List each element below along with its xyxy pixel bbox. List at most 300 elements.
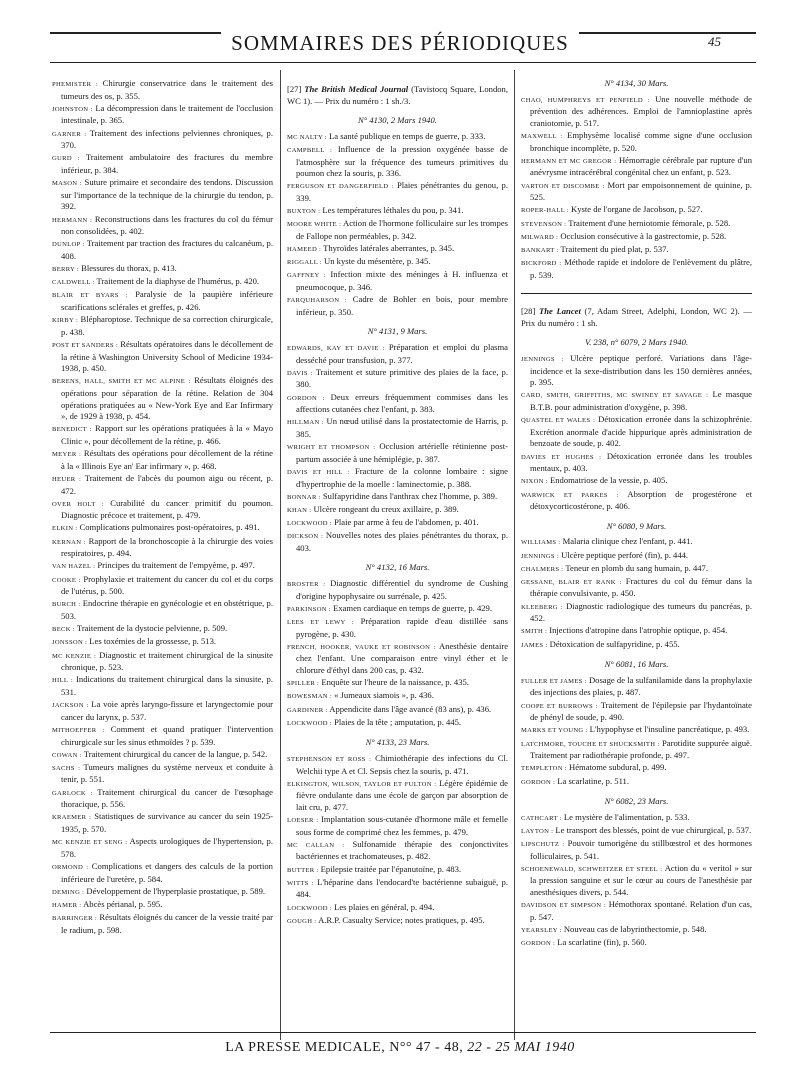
article-entry xyxy=(52,289,273,313)
article-title: La décompression dans le traitement de l'occlusion intestinale, p. 365. xyxy=(61,102,273,126)
article-title: Teneur en plomb du sang humain, p. 447. xyxy=(563,562,708,573)
article-title: Traitement de l'épilepsie par l'hydantoïnate de phényl de soude, p. 490. xyxy=(530,699,752,723)
article-title: Préparation et emploi du plasma desséché pour transfusion, p. 377. xyxy=(296,342,508,365)
article-title: Plaies de la tête ; amputation, p. 445. xyxy=(331,716,462,727)
article-author: TEMPLETON : xyxy=(521,765,567,773)
article-title: Diagnostic et traitement chirurgical de la sinusite chronique, p. 523. xyxy=(61,649,273,673)
article-author: LIPSCHUTZ : xyxy=(521,841,565,849)
article-title: Prophylaxie et traitement du cancer du col et du corps de l'utérus, p. 500. xyxy=(61,573,273,597)
journal-title: The Lancet xyxy=(539,306,581,317)
article-title: Traitement de l'abcès du poumon aigu ou récent, p. 472. xyxy=(61,472,273,496)
article-entry xyxy=(521,536,752,549)
article-author: DAVIS ET HILL : xyxy=(287,468,350,476)
article-entry xyxy=(521,257,752,281)
article-title: Ulcère rongeant du creux axillaire, p. 389. xyxy=(311,503,459,514)
article-entry xyxy=(287,205,508,218)
article-entry xyxy=(521,724,752,737)
article-entry xyxy=(521,825,752,838)
article-entry xyxy=(521,130,752,154)
article-title: A.R.P. Casualty Service; notes pratiques, p. 495. xyxy=(316,914,485,925)
article-entry xyxy=(521,776,752,789)
article-title: Curabilité du cancer primitif du poumon. Diagnostic précoce et traitement, p. 479. xyxy=(61,497,274,521)
article-title: « Jumeaux siamois », p. 436. xyxy=(331,690,434,701)
article-author: STEPHENSON ET ROSS : xyxy=(287,755,372,763)
article-title: Kyste de l'organe de Jacobson, p. 527. xyxy=(568,204,703,215)
article-author: COOKE : xyxy=(52,576,81,584)
article-title: Influence de la pression oxygénée basse de l'atmosphère sur la fréquence des tumeurs primitives du poumon chez la souris, p. 336. xyxy=(296,143,508,179)
article-author: DUNLOP : xyxy=(52,241,85,249)
issue-block xyxy=(521,659,752,788)
article-entry xyxy=(52,536,273,560)
article-author: WILLIAMS : xyxy=(521,539,561,547)
article-entry xyxy=(287,491,508,504)
article-author: CHAO, HUMPHREYS ET PENFIELD : xyxy=(521,96,650,104)
article-title: Détoxication erronée dans les troubles mentaux, p. 403. xyxy=(530,450,753,474)
article-entry xyxy=(287,466,508,490)
article-entry xyxy=(287,294,508,318)
article-author: JACKSON : xyxy=(52,702,89,710)
article-entry xyxy=(287,441,508,465)
article-title: Un kyste du mésentère, p. 345. xyxy=(321,256,431,267)
article-author: NIXON : xyxy=(521,478,548,486)
article-author: JENNINGS : xyxy=(521,356,564,364)
article-title: Diagnostic différentiel du syndrome de Cushing d'origine hypophysaire ou surrénale, p. 425. xyxy=(296,578,509,601)
article-entry xyxy=(52,674,273,698)
article-author: HEUER : xyxy=(52,475,82,483)
article-title: Action de l'hormone folliculaire sur les trompes de Fallope non perméables, p. 342. xyxy=(296,218,509,241)
article-entry xyxy=(521,863,752,899)
article-entry xyxy=(52,473,273,497)
article-author: BONNAR : xyxy=(287,493,321,501)
article-author: CHALMERS : xyxy=(521,565,564,573)
article-author: CAMPBELL : xyxy=(287,146,333,154)
article-author: SCHOENEWALD, SCHWEITZER ET STEEL : xyxy=(521,865,663,873)
article-entry xyxy=(52,899,273,912)
article-title: Traitement chirurgical du cancer de la langue, p. 542. xyxy=(81,748,268,759)
issue-label: N° 4132, 16 Mars. xyxy=(365,562,430,573)
article-author: DEMING : xyxy=(52,888,85,896)
article-entry xyxy=(287,677,508,690)
article-author: LOESER : xyxy=(287,817,319,825)
article-title: Traitement par traction des fractures du calcanéum, p. 408. xyxy=(61,238,273,261)
article-title: Reconstructions dans les fractures du col du fémur non consolidées, p. 402. xyxy=(61,213,273,237)
article-entry xyxy=(52,749,273,762)
article-title: Action du « veritol » sur la pression sanguine et sur le cœur au cours de l'anesthésie par anesthésiques divers, p. 544. xyxy=(530,862,753,898)
article-entry xyxy=(287,269,508,293)
article-entry xyxy=(521,738,752,762)
article-title: Fractures du col du fémur dans la thérapie convulsivante, p. 450. xyxy=(530,575,752,599)
article-entry xyxy=(287,367,508,391)
article-entry xyxy=(521,204,752,217)
footer-date: 22 - 25 MAI 1940 xyxy=(467,1040,575,1055)
article-author: CATHCART : xyxy=(521,814,562,822)
article-author: MAXWELL : xyxy=(521,132,563,140)
article-title: Deux erreurs fréquemment commises dans les affections cutanées chez l'enfant, p. 383. xyxy=(296,391,508,415)
article-title: Nouvelles notes des plaies pénétrantes du thorax, p. 403. xyxy=(296,530,508,553)
article-title: Absorption de progestérone et détoxycorticostérone, p. 406. xyxy=(530,488,752,512)
article-entry xyxy=(521,899,752,923)
article-title: Chimiothérapie des infections du Cl. Welchii type A et Cl. Sepsis chez la souris, p. 471. xyxy=(296,752,508,776)
footer-issue: N°° 47 - 48, xyxy=(389,1040,464,1055)
article-author: HERMANN ET MC GREGOR : xyxy=(521,157,617,165)
article-entry xyxy=(521,550,752,563)
article-title: Infection mixte des méninges à H. influenza et pneumocoque, p. 346. xyxy=(296,269,508,293)
article-title: Chirurgie conservatrice dans le traitement des tumeurs des os, p. 355. xyxy=(61,78,273,101)
article-title: Complications pulmonaires post-opératoires, p. 491. xyxy=(77,522,260,533)
article-entry xyxy=(521,218,752,231)
article-title: Ulcère peptique perforé (fin), p. 444. xyxy=(558,549,689,560)
article-title: Malaria clinique chez l'enfant, p. 441. xyxy=(560,536,693,547)
article-author: DAVIS : xyxy=(287,369,313,377)
article-author: JONSSON : xyxy=(52,639,88,647)
article-entry xyxy=(287,416,508,440)
article-title: Enquête sur l'heure de la naissance, p. 435. xyxy=(319,677,469,688)
article-entry xyxy=(287,243,508,256)
article-entry xyxy=(52,152,273,176)
article-entry xyxy=(521,700,752,724)
article-entry xyxy=(521,475,752,488)
article-author: WRIGHT ET THOMPSON : xyxy=(287,444,376,452)
bmj-issues xyxy=(287,115,508,927)
article-author: HAMER : xyxy=(52,901,82,909)
article-entry xyxy=(521,675,752,699)
article-entry xyxy=(521,353,752,389)
article-author: JENNINGS : xyxy=(521,552,559,560)
article-author: ORMOND : xyxy=(52,864,89,871)
issue-block xyxy=(287,115,508,318)
article-title: Diagnostic radiologique des tumeurs du pancréas, p. 452. xyxy=(530,600,753,624)
article-author: BANKART : xyxy=(521,246,559,254)
article-entry xyxy=(52,598,273,622)
article-entry xyxy=(52,423,273,447)
article-title: Détoxication de sulfapyridine, p. 455. xyxy=(547,638,680,649)
article-title: La voie après laryngo-fissure et laryngectomie pour cancer du larynx, p. 537. xyxy=(61,699,273,722)
article-entry xyxy=(52,861,273,885)
article-author: KLEEBERG : xyxy=(521,603,563,611)
article-entry xyxy=(521,924,752,937)
section-divider xyxy=(521,293,752,294)
article-entry xyxy=(52,787,273,811)
article-title: Mort par empoisonnement de quinine, p. 525. xyxy=(530,179,752,203)
article-entry xyxy=(287,392,508,416)
article-title: Parotidite suppurée aiguë. Traitement par radiothérapie profonde, p. 497. xyxy=(530,737,752,761)
article-author: KRAEMER : xyxy=(52,814,92,822)
article-author: LOCKWOOD : xyxy=(287,719,332,727)
article-title: Un nœud utilisé dans la prostatectomie de Harris, p. 385. xyxy=(296,416,508,439)
article-entry xyxy=(52,238,273,262)
issue-label: N° 6080, 9 Mars. xyxy=(606,520,667,531)
article-entry xyxy=(287,578,508,602)
article-author: LATCHMORE, TOUCHE ET SHUCKSMITH : xyxy=(521,740,660,748)
article-title: Sulfonamide thérapie des conjonctivites bactériennes et trachomateuses, p. 482. xyxy=(296,838,508,862)
article-title: Endocrine thérapie en gynécologie et en obstétrique, p. 503. xyxy=(61,598,273,621)
article-title: Hématome subdural, p. 499. xyxy=(566,762,667,773)
article-author: WARWICK ET PARKES : xyxy=(521,491,619,499)
article-entry xyxy=(287,180,508,204)
article-entry xyxy=(287,753,508,777)
article-author: FARQUHARSON : xyxy=(287,297,347,305)
article-author: BENEDICT : xyxy=(52,426,92,434)
article-title: Comment et quand pratiquer l'intervention chirurgicale sur les sinus ethmoïdes ? p. 539. xyxy=(61,723,273,747)
article-title: Hémorragie cérébrale par rupture d'un anévrysme intracérébral congénital chez un enfant, p. 523. xyxy=(530,154,752,178)
article-author: CARD, SMITH, GRIFFITHS, MC SWINEY ET SAVAGE : xyxy=(521,392,709,400)
article-title: La scarlatine (fin), p. 560. xyxy=(555,937,647,948)
article-entry xyxy=(521,489,752,513)
article-entry xyxy=(52,214,273,238)
article-author: ROPER-HALL : xyxy=(521,207,569,215)
article-entry xyxy=(287,814,508,838)
article-author: BROSTER : xyxy=(287,581,326,589)
article-title: Traitement chirurgical du cancer de l'œsophage thoracique, p. 556. xyxy=(61,786,273,810)
journal-address: (Tavistocq Square, London, WC 1). — Prix du numéro : 1 sh./3. xyxy=(287,84,508,106)
article-author: LEES ET LEWY : xyxy=(287,619,354,627)
article-title: Développement de l'hyperplasie prostatique, p. 589. xyxy=(84,885,266,896)
article-title: L'héparine dans l'endocard'te bactérienne subaiguë, p. 484. xyxy=(296,876,508,900)
journal-number: [27] xyxy=(287,84,302,94)
article-author: BECK : xyxy=(52,626,75,634)
issue-label: N° 6081, 16 Mars. xyxy=(604,659,669,670)
article-title: Résultats opératoires dans le décollement de la rétine à Washington University School of Medicine 1934-1938, p. 450. xyxy=(61,339,273,374)
article-author: GESSANE, BLAIR ET RANK : xyxy=(521,578,622,586)
lancet-issues xyxy=(521,337,752,949)
article-author: MASON : xyxy=(52,180,82,188)
article-entry xyxy=(52,636,273,649)
article-author: VARTON ET DISCOMBE : xyxy=(521,182,605,190)
article-title: Résultats des opérations pour décollement de la rétine à la « Illinois Eye an' Ear infirmary », p. 468. xyxy=(61,448,273,471)
article-title: Les plaies en général, p. 494. xyxy=(331,901,435,912)
article-entry xyxy=(287,690,508,703)
article-author: JOHNSTON : xyxy=(52,105,93,113)
article-author: BOWESMAN : xyxy=(287,693,332,701)
header-rule-bottom xyxy=(50,62,756,63)
article-author: BLAIR ET BYARS : xyxy=(52,292,128,300)
article-author: GORDON : xyxy=(521,778,556,786)
article-title: Statistiques de survivance au cancer du sein 1925-1935, p. 570. xyxy=(61,811,273,835)
article-entry xyxy=(287,616,508,640)
article-author: MC CALLAN : xyxy=(287,841,345,849)
article-author: RIGGALL : xyxy=(287,259,322,267)
article-author: SMITH : xyxy=(521,628,548,636)
article-author: MILWARD : xyxy=(521,233,559,241)
article-title: Nouveau cas de labyrinthectomie, p. 548. xyxy=(561,924,707,935)
page-title xyxy=(0,31,800,56)
article-entry xyxy=(521,838,752,862)
article-title: Anesthésie dentaire chez l'enfant. Une comparaison entre vinyl éther et le chlorure d'éthyl dans 200 cas, p. 432. xyxy=(296,640,509,675)
article-title: Cadre de Bohler en bois, pour membre inférieur, p. 350. xyxy=(296,294,508,317)
article-author: FERGUSON ET DANGERFIELD : xyxy=(287,183,394,191)
article-title: Traitement de la diaphyse de l'humérus, p. 420. xyxy=(94,276,260,287)
article-entry xyxy=(521,762,752,775)
article-title: L'hypophyse et l'insuline pancréatique, p. 493. xyxy=(587,724,750,735)
article-entry xyxy=(287,530,508,554)
article-entry xyxy=(287,504,508,517)
article-author: JAMES : xyxy=(521,641,548,649)
article-entry xyxy=(287,877,508,901)
article-title: Fracture de la colonne lombaire : signe d'hypertrophie de la moelle : laminectomie, p. 388. xyxy=(296,465,508,489)
article-title: Blépharoptose. Technique de sa correction chirurgicale, p. 438. xyxy=(61,314,273,337)
article-entry xyxy=(52,448,273,472)
article-author: YEARSLEY : xyxy=(521,927,562,935)
issue-label: N° 4130, 2 Mars 1940. xyxy=(358,115,437,126)
article-entry xyxy=(521,625,752,638)
issue-block xyxy=(287,562,508,729)
article-author: GURD : xyxy=(52,155,80,163)
article-entry xyxy=(521,937,752,950)
article-author: GORDON : xyxy=(287,394,325,402)
article-title: Aspects urologiques de l'hypertension, p. 578. xyxy=(61,836,273,859)
article-title: Le masque B.T.B. pour administration d'oxygène, p. 398. xyxy=(530,389,752,412)
article-title: Endomatriose de la vessie, p. 405. xyxy=(547,475,668,486)
article-title: Préparation rapide d'eau distillée sans pyrogène, p. 430. xyxy=(296,616,508,639)
article-title: Le transport des blessés, point de vue chirurgical, p. 537. xyxy=(553,824,752,835)
article-entry xyxy=(521,94,752,130)
article-author: EDWARDS, KAY ET DAVIE : xyxy=(287,345,385,353)
article-title: La santé publique en temps de guerre, p. 333. xyxy=(326,130,486,141)
article-author: HILLMAN : xyxy=(287,419,324,427)
article-author: SPILLER : xyxy=(287,680,320,688)
article-author: BUTTER : xyxy=(287,866,319,874)
article-title: Détoxication erronée dans la schizophrénie. Excrétion anormale d'acide hippurique après administration de benzoate de soude, p. 402. xyxy=(530,414,753,449)
article-entry xyxy=(287,517,508,530)
article-author: ELKIN : xyxy=(52,525,78,533)
article-author: PARKINSON : xyxy=(287,605,331,613)
issue-block xyxy=(287,737,508,927)
article-author: MOORE WHITE : xyxy=(287,221,342,229)
article-title: Plaies pénétrantes du genou, p. 339. xyxy=(296,180,508,203)
article-entry xyxy=(287,915,508,928)
issue-block xyxy=(287,326,508,554)
article-entry xyxy=(287,342,508,366)
article-entry xyxy=(521,576,752,600)
article-author: GARDINER : xyxy=(287,706,328,714)
article-author: MC NALTY : xyxy=(287,133,327,141)
journal-title: The British Medical Journal xyxy=(304,84,409,94)
article-entry xyxy=(52,498,273,522)
article-entry xyxy=(52,574,273,598)
article-entry xyxy=(287,717,508,730)
article-title: Les toxémies de la grossesse, p. 513. xyxy=(87,636,217,647)
article-title: Rapport de la bronchoscopie à la chirurgie des voies respiratoires, p. 494. xyxy=(61,535,273,559)
article-author: COOPE ET BURROWS : xyxy=(521,702,598,710)
article-entry xyxy=(287,256,508,269)
article-entry xyxy=(52,78,273,102)
article-entry xyxy=(52,724,273,748)
article-author: KHAN : xyxy=(287,506,312,514)
article-author: BARRINGER : xyxy=(52,915,98,923)
article-title: Implantation sous-cutanée d'hormone mâle et femelle sous forme de comprimé chez les femmes, p. 479. xyxy=(296,814,508,837)
article-title: Hémothorax spontané. Relation d'un cas, p. 547. xyxy=(530,899,753,922)
article-entry xyxy=(287,144,508,180)
article-author: GAFFNEY : xyxy=(287,272,326,280)
article-author: GOUGH : xyxy=(287,917,317,925)
page-footer xyxy=(0,1040,800,1056)
article-author: LOCKWOOD : xyxy=(287,520,332,528)
article-title: Les températures léthales du pou, p. 341. xyxy=(320,205,464,216)
article-author: QUASTEL ET WALES : xyxy=(521,417,596,425)
article-title: Traitement ambulatoire des fractures du membre inférieur, p. 384. xyxy=(61,152,273,175)
article-title: Sulfapyridine dans l'anthrax chez l'homme, p. 389. xyxy=(320,490,498,501)
article-author: STEVENSON : xyxy=(521,220,567,228)
article-entry xyxy=(52,276,273,289)
article-title: Résultats éloignés du cancer de la vessie traité par le radium, p. 598. xyxy=(61,912,274,935)
article-title: Occlusion artérielle rétinienne post-partum associée à une hémiplégie, p. 387. xyxy=(296,441,508,464)
article-entry xyxy=(52,762,273,786)
article-entry xyxy=(521,180,752,204)
article-entry xyxy=(52,623,273,636)
article-title: Appendicite dans l'âge avancé (83 ans), p. 436. xyxy=(327,703,492,714)
issue-label: N° 4131, 9 Mars. xyxy=(367,326,428,337)
article-author: HERMANN : xyxy=(52,216,93,224)
article-author: MC KENZIE ET SENG : xyxy=(52,839,128,847)
article-entry xyxy=(287,603,508,616)
article-title: La scarlatine, p. 511. xyxy=(555,775,629,786)
article-title: Rapport sur les opérations pratiquées à la « Mayo Clinic », pour décollement de la rétine, p. 466. xyxy=(61,423,274,446)
article-entry xyxy=(52,177,273,213)
article-title: Traitement de la dystocie pelvienne, p. 509. xyxy=(74,623,228,634)
article-author: ELKINGTON, WILSON, TAYLOR ET FULTON : xyxy=(287,780,437,788)
article-title: Paralysie de la paupière inférieure scarifications sclérales et greffes, p. 426. xyxy=(61,289,273,313)
footer-rule xyxy=(50,1032,756,1033)
article-title: Epilepsie traitée par l'épanutoïne, p. 483. xyxy=(318,863,462,874)
article-title: Injections d'atropine dans l'atrophie optique, p. 454. xyxy=(547,625,728,636)
article-author: MARKS ET YOUNG : xyxy=(521,727,588,735)
article-entry xyxy=(287,131,508,144)
article-title: Traitement et suture primitive des plaies de la face, p. 380. xyxy=(296,366,508,390)
article-title: Plaie par arme à feu de l'abdomen, p. 401. xyxy=(331,517,479,528)
article-entry xyxy=(521,812,752,825)
article-entry xyxy=(52,314,273,338)
article-entry xyxy=(521,155,752,179)
article-entry xyxy=(52,699,273,723)
issue-block xyxy=(521,796,752,950)
article-title: Tumeurs malignes du système nerveux et conduite à tenir, p. 551. xyxy=(61,761,273,785)
page-title-text: SOMMAIRES DES PÉRIODIQUES xyxy=(221,31,579,55)
column-divider-2 xyxy=(514,70,515,1040)
article-entry xyxy=(521,601,752,625)
article-entry xyxy=(287,778,508,814)
article-entry xyxy=(287,902,508,915)
issue-label: N° 6082, 23 Mars. xyxy=(604,796,669,807)
article-entry xyxy=(52,522,273,535)
article-author: DICKSON : xyxy=(287,533,324,541)
article-author: CALDWELL : xyxy=(52,279,95,287)
article-entry xyxy=(287,839,508,863)
article-entry xyxy=(52,375,273,422)
article-author: FRENCH, HOOKER, VAUKE ET ROBINSON : xyxy=(287,643,436,651)
issue-label: V. 238, n° 6079, 2 Mars 1940. xyxy=(584,337,689,348)
issue-label: N° 4133, 23 Mars. xyxy=(365,737,430,748)
article-title: Examen cardiaque en temps de guerre, p. 429. xyxy=(330,602,492,613)
article-author: LAYTON : xyxy=(521,827,554,835)
issue-block xyxy=(521,337,752,512)
article-entry xyxy=(521,244,752,257)
article-author: OVER HOLT : xyxy=(52,500,104,508)
column-divider-1 xyxy=(280,70,281,1040)
article-title: Dosage de la sulfanilamide dans la prophylaxie des injections des plaies, p. 487. xyxy=(530,674,753,698)
article-author: BERENS, HALL, SMITH ET MC ALPINE : xyxy=(52,378,191,386)
article-title: Légère épidémie de fièvre ondulante dans une école de garçon par absorption de lait cru, p. 477. xyxy=(296,777,508,812)
column-middle xyxy=(287,78,508,928)
article-author: BERRY : xyxy=(52,266,79,274)
bmj-issue-4134 xyxy=(521,94,752,282)
article-entry xyxy=(521,414,752,450)
article-title: Traitement du pied plat, p. 537. xyxy=(558,243,669,254)
article-author: LOCKWOOD : xyxy=(287,904,332,912)
article-author: BURCH : xyxy=(52,601,81,609)
article-author: PHEMISTER : xyxy=(52,81,98,88)
article-title: Abcès périanal, p. 595. xyxy=(81,898,163,909)
article-title: Blessures du thorax, p. 413. xyxy=(78,263,177,274)
